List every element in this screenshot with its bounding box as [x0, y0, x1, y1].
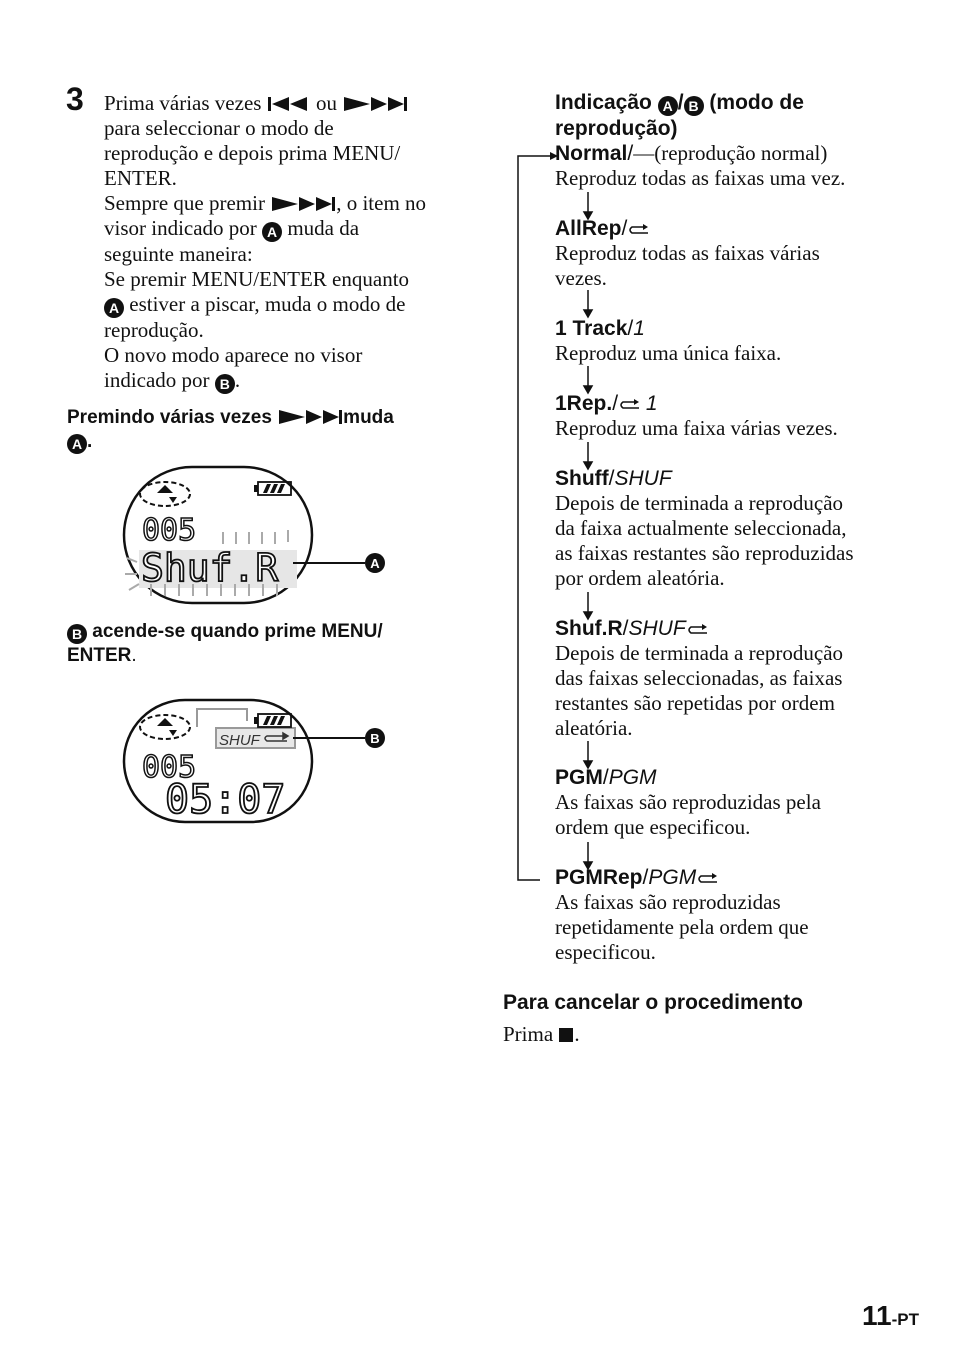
cancel-heading: Para cancelar o procedimento — [503, 991, 803, 1014]
next-track-icon — [270, 196, 336, 212]
modes-heading — [555, 90, 885, 141]
mode-1rep — [555, 391, 895, 441]
mode-normal-sep: / — [627, 142, 634, 165]
mode-pgm-sep: / — [602, 766, 609, 789]
subheading-pressing — [67, 406, 447, 454]
previous-track-icon — [267, 96, 311, 112]
mode-allrep-sep: / — [621, 217, 628, 240]
step-text-6a: visor indicado por — [104, 216, 257, 240]
subheading-lights-up — [67, 620, 447, 668]
repeat-icon — [618, 398, 640, 412]
subheading1-end: . — [87, 431, 93, 452]
repeat-icon — [686, 623, 708, 637]
mode-allrep-name: AllRep — [555, 217, 622, 240]
mode-pgm — [555, 765, 895, 840]
marker-b: B — [684, 96, 704, 116]
mode-1rep-sep: / — [612, 392, 619, 415]
mode-1rep-indicator: 1 — [640, 392, 658, 415]
callout-label-b: B — [370, 731, 380, 746]
repeat-icon — [696, 872, 718, 886]
mode-shufr-sep: / — [622, 617, 629, 640]
lcd-mode-text: Shuf.R — [141, 546, 279, 590]
modes-heading-prefix: Indicação — [555, 91, 652, 114]
mode-allrep-desc-1: Reproduz todas as faixas várias — [555, 241, 820, 265]
cancel-text-a: Prima — [503, 1022, 554, 1046]
mode-1track — [555, 316, 895, 366]
step-text-5b: , o item no — [336, 191, 427, 215]
subheading2-end: . — [131, 645, 137, 666]
step-text-1a: Prima várias vezes — [104, 91, 262, 115]
mode-shuff — [555, 466, 895, 591]
modes-heading-suffix: (modo de — [703, 91, 804, 114]
marker-a: A — [658, 96, 678, 116]
subheading2-text-a: acende-se quando prime MENU/ — [92, 621, 383, 642]
mode-shufr — [555, 616, 895, 741]
step-text-12-end: . — [234, 368, 241, 392]
mode-1track-desc: Reproduz uma única faixa. — [555, 341, 782, 365]
step-text-8: Se premir MENU/ENTER enquanto — [104, 267, 410, 291]
mode-normal — [555, 141, 895, 191]
mode-pgmrep-desc-2: repetidamente pela ordem que — [555, 915, 809, 939]
mode-shufr-desc-1: Depois de terminada a reprodução — [555, 641, 844, 665]
page-number-value: 11 — [862, 1300, 892, 1331]
marker-b: B — [67, 624, 87, 644]
mode-shuff-desc-1: Depois de terminada a reprodução — [555, 491, 844, 515]
modes-heading-slash: / — [677, 91, 684, 114]
mode-shuff-desc-3: as faixas restantes são reproduzidas — [555, 541, 854, 565]
marker-a: A — [104, 298, 124, 318]
mode-shuff-sep: / — [608, 467, 615, 490]
step-text-12: indicado por — [104, 368, 210, 392]
mode-normal-indicator: —(reprodução normal) — [633, 141, 828, 165]
lcd-display-time — [115, 695, 395, 827]
step-number: 3 — [66, 81, 84, 117]
stop-icon — [558, 1027, 574, 1043]
mode-shufr-indicator: SHUF — [628, 617, 686, 640]
lcd-track-number: 005 — [142, 513, 197, 548]
mode-allrep-desc-2: vezes. — [555, 266, 607, 290]
mode-pgmrep-name: PGMRep — [555, 866, 643, 889]
step-text-4: ENTER. — [104, 166, 177, 190]
lcd-display-mode-blinking — [115, 462, 395, 610]
mode-1track-name: 1 Track — [555, 317, 628, 340]
mode-pgmrep-indicator: PGM — [648, 866, 697, 889]
mode-allrep — [555, 216, 895, 291]
mode-pgm-desc-2: ordem que especificou. — [555, 815, 751, 839]
mode-1rep-desc: Reproduz uma faixa várias vezes. — [555, 416, 838, 440]
mode-pgm-desc-1: As faixas são reproduzidas pela — [555, 790, 821, 814]
mode-pgmrep — [555, 865, 895, 965]
mode-shufr-desc-3: restantes são repetidas por ordem — [555, 691, 835, 715]
step-text-5a: Sempre que premir — [104, 191, 265, 215]
mode-pgmrep-desc-3: especificou. — [555, 940, 656, 964]
step-text-7: seguinte maneira: — [104, 242, 253, 266]
step-text-3: reprodução e depois prima MENU/ — [104, 141, 401, 165]
next-track-icon — [342, 96, 408, 112]
mode-pgmrep-sep: / — [642, 866, 649, 889]
page-number-suffix: -PT — [891, 1310, 919, 1329]
mode-1track-indicator: 1 — [633, 317, 645, 340]
cancel-instruction — [503, 1022, 580, 1047]
mode-shuff-name: Shuff — [555, 467, 609, 490]
mode-normal-desc: Reproduz todas as faixas uma vez. — [555, 166, 846, 190]
modes-heading-line2: reprodução) — [555, 117, 678, 140]
marker-a: A — [262, 222, 282, 242]
step-text-9: estiver a piscar, muda o modo de — [129, 292, 406, 316]
mode-1track-sep: / — [627, 317, 634, 340]
step-instructions — [104, 91, 454, 394]
mode-normal-name: Normal — [555, 142, 628, 165]
mode-shuff-desc-4: por ordem aleatória. — [555, 566, 725, 590]
page-number — [862, 1300, 919, 1332]
marker-a: A — [67, 434, 87, 454]
cancel-text-end: . — [574, 1022, 580, 1046]
mode-pgm-indicator: PGM — [608, 766, 657, 789]
mode-shuff-indicator: SHUF — [614, 467, 672, 490]
subheading1-text-b: muda — [343, 407, 394, 428]
mode-shufr-desc-2: das faixas seleccionadas, as faixas — [555, 666, 843, 690]
mode-shufr-name: Shuf.R — [555, 617, 623, 640]
step-text-1b: ou — [315, 91, 337, 115]
lcd-shuf-indicator: SHUF — [219, 732, 260, 749]
mode-shufr-desc-4: aleatória. — [555, 716, 633, 740]
lcd-time: 05:07 — [165, 777, 286, 823]
step-text-6b: muda da — [287, 216, 360, 240]
step-text-11: O novo modo aparece no visor — [104, 343, 363, 367]
callout-label-a: A — [370, 556, 380, 571]
subheading2-text-b: ENTER — [67, 645, 132, 666]
mode-1rep-name: 1Rep. — [555, 392, 613, 415]
step-text-2: para seleccionar o modo de — [104, 116, 334, 140]
next-track-icon — [277, 409, 343, 425]
lcd-track-number: 005 — [142, 750, 197, 785]
mode-shuff-desc-2: da faixa actualmente seleccionada, — [555, 516, 847, 540]
mode-pgm-name: PGM — [555, 766, 603, 789]
subheading1-text-a: Premindo várias vezes — [67, 407, 272, 428]
step-text-10: reprodução. — [104, 318, 204, 342]
mode-pgmrep-desc-1: As faixas são reproduzidas — [555, 890, 781, 914]
repeat-icon — [627, 223, 649, 237]
marker-b: B — [215, 374, 235, 394]
